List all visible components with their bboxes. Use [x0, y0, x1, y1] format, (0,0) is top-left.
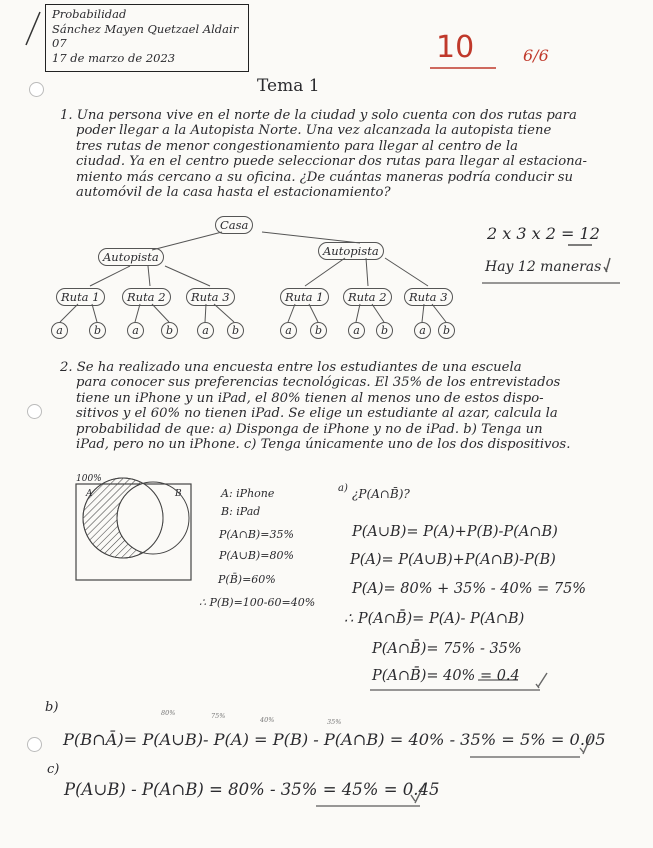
part-b-superscript: 75%	[211, 712, 226, 720]
group: 07	[52, 36, 67, 50]
text-line: 1. Una persona vive en el norte de la ciudad y solo cuenta con dos rutas para	[60, 108, 577, 123]
definition: A: iPhone	[221, 487, 275, 500]
venn-set-b-label: B	[175, 489, 182, 499]
problem-1-calc: 2 x 3 x 2 = 12	[487, 224, 600, 243]
tree-level2-node: Ruta 3	[186, 288, 235, 306]
text-line: tres rutas de menor congestionamiento para llegar al centro de la	[76, 138, 518, 154]
definition: B: iPad	[221, 505, 261, 518]
tree-leaf: a	[127, 322, 144, 339]
tree-level2-node: Ruta 1	[280, 288, 329, 306]
text-line: probabilidad de que: a) Disponga de iPhone y no de iPad. b) Tenga un	[76, 421, 543, 437]
problem-1-answer: Hay 12 maneras	[485, 259, 602, 275]
tree-level1-node: Autopista	[318, 242, 384, 260]
date: 17 de marzo de 2023	[52, 51, 176, 65]
student-name: Sánchez Mayen Quetzael Aldair	[52, 22, 239, 36]
problem-2-text	[60, 360, 570, 452]
text-line: ciudad. Ya en el centro puede seleccionar dos rutas para llegar al estaciona-	[76, 154, 587, 170]
venn-set-a-label: A	[86, 489, 93, 499]
text-line: sitivos y el 60% no tienen iPad. Se elige un estudiante al azar, calcula la	[76, 406, 558, 422]
tree-level1-node: Autopista	[98, 248, 164, 266]
tree-leaf: a	[414, 322, 431, 339]
tree-leaf: b	[310, 322, 327, 339]
tree-leaf: b	[227, 322, 244, 339]
text-line: poder llegar a la Autopista Norte. Una vez alcanzada la autopista tiene	[76, 123, 552, 139]
venn-universe-label: 100%	[76, 474, 102, 484]
tree-level2-node: Ruta 3	[404, 288, 453, 306]
definition: ∴ P(B)=100-60=40%	[199, 596, 316, 609]
text-line: automóvil de la casa hasta el estacionamiento?	[76, 185, 391, 201]
grade-score: 10	[436, 30, 475, 65]
text-line: miento más cercano a su oficina. ¿De cuántas maneras podría conducir su	[76, 169, 574, 185]
part-a-step: P(A∩B̄)= 75% - 35%	[372, 641, 522, 657]
part-a-step: P(A∩B̄)= 40% = 0.4	[372, 668, 520, 684]
text-line: tiene un iPhone y un iPad, el 80% tienen al menos uno de estos dispo-	[76, 390, 544, 406]
text-line: para conocer sus preferencias tecnológicas. El 35% de los entrevistados	[76, 375, 561, 391]
part-a-label: a)	[338, 483, 348, 494]
tree-level2-node: Ruta 2	[122, 288, 171, 306]
part-c-label: c)	[47, 762, 60, 777]
part-a-step: P(A∪B)= P(A)+P(B)-P(A∩B)	[352, 524, 558, 540]
page-title: Tema 1	[257, 76, 320, 96]
tree-root: Casa	[215, 216, 253, 234]
part-a-question: ¿P(A∩B̄)?	[352, 487, 410, 501]
tree-leaf: a	[280, 322, 297, 339]
tree-leaf: a	[51, 322, 68, 339]
part-b-equation: P(B∩Ā)= P(A∪B)- P(A) = P(B) - P(A∩B) = 40% - 35% = 5% = 0.05	[63, 730, 606, 749]
tree-leaf: b	[161, 322, 178, 339]
part-c-equation: P(A∪B) - P(A∩B) = 80% - 35% = 45% = 0.45	[64, 780, 440, 799]
definition: P(A∪B)=80%	[219, 549, 294, 562]
part-a-step: ∴ P(A∩B̄)= P(A)- P(A∩B)	[344, 611, 525, 627]
part-b-superscript: 40%	[260, 716, 275, 724]
text-line: iPad, pero no un iPhone. c) Tenga únicamente uno de los dos dispositivos.	[76, 437, 571, 453]
grade-ratio: 6/6	[523, 46, 549, 65]
text-line: 2. Se ha realizado una encuesta entre los estudiantes de una escuela	[60, 360, 522, 375]
part-a-step: P(A)= P(A∪B)+P(A∩B)-P(B)	[350, 552, 556, 568]
part-b-superscript: 80%	[161, 709, 176, 717]
tree-level2-node: Ruta 1	[56, 288, 105, 306]
definition: P(B̄)=60%	[218, 573, 276, 586]
tree-leaf: a	[348, 322, 365, 339]
definition: P(A∩B)=35%	[219, 528, 294, 541]
part-a-step: P(A)= 80% + 35% - 40% = 75%	[352, 581, 587, 597]
tree-leaf: b	[376, 322, 393, 339]
tree-leaf: b	[89, 322, 106, 339]
venn-diagram	[76, 478, 191, 580]
subject: Probabilidad	[52, 7, 127, 21]
part-b-superscript: 35%	[327, 718, 342, 726]
tree-leaf: a	[197, 322, 214, 339]
part-b-label: b)	[45, 700, 59, 715]
tree-level2-node: Ruta 2	[343, 288, 392, 306]
tree-leaf: b	[438, 322, 455, 339]
